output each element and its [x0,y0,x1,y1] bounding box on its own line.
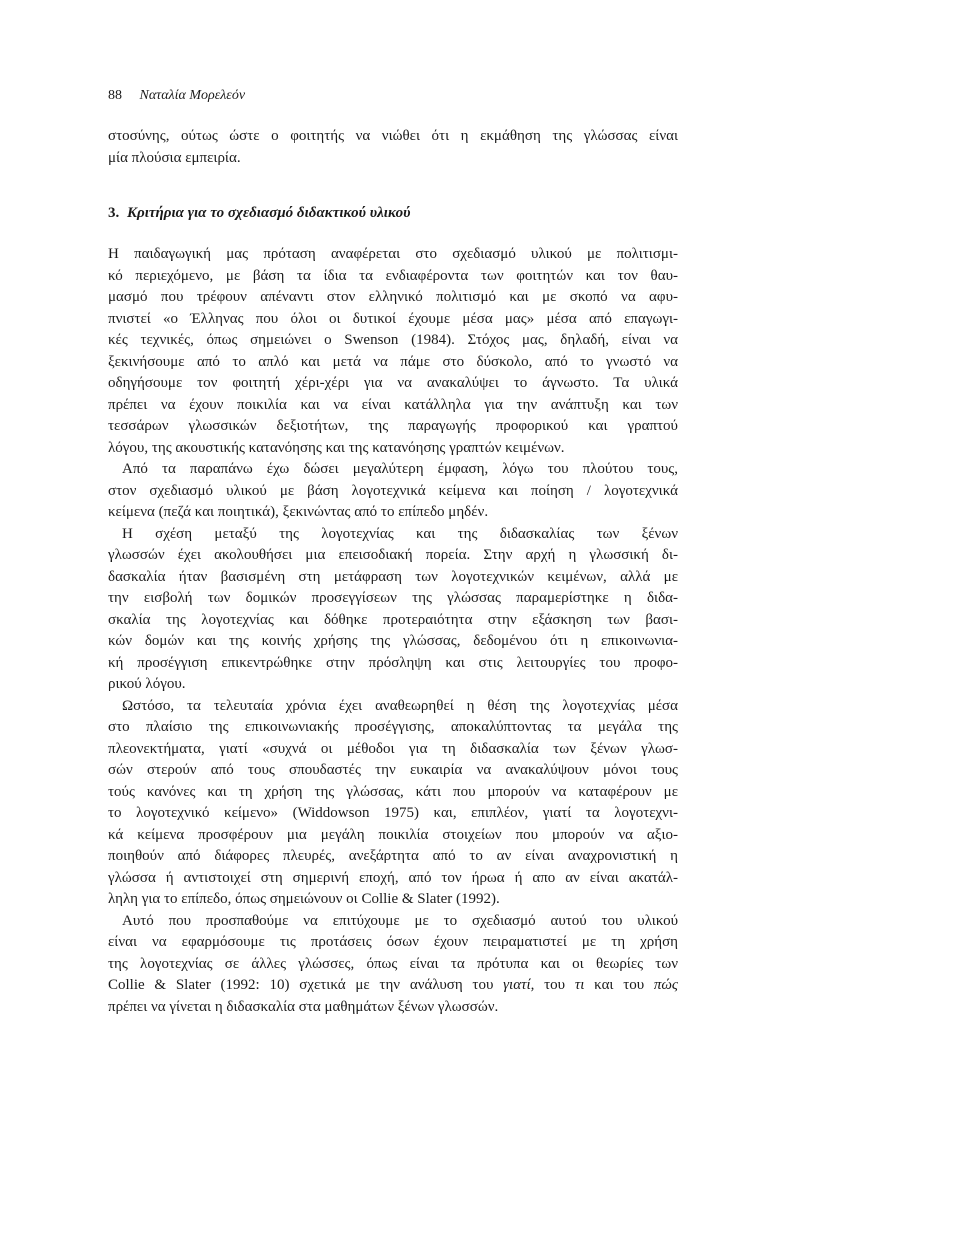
paragraph-5 [108,911,678,1019]
text-line: το λογοτεχνικό κείμενο» (Widdowson 1975) και, επιπλέον, γιατί τα λογοτεχνι- [108,805,678,821]
text-line: μία πλούσια εμπειρία. [108,149,241,166]
text-line: λόγου, της ακουστικής κατανόησης και της κατανόησης γραπτών κειμένων. [108,439,565,456]
text-line: πνιστεί «ο Έλληνας που όλοι οι δυτικοί έχουμε μέσα μας» μέσα από επαγωγι- [108,310,678,327]
text-line: κείμενα (πεζά και ποιητικά), ξεκινώντας από το επίπεδο μηδέν. [108,504,489,520]
text-segment: και του [584,977,654,993]
text-line: κά κείμενα προσφέρουν μια μεγάλη ποικιλία στοιχείων που μπορούν να αξιο- [108,826,678,843]
text-line: της λογοτεχνίας σε άλλες γλώσσες, όπως είναι τα πρότυπα και οι θεωρίες των [108,955,678,972]
text-line: ληλη για το επίπεδο, όπως σημειώνουν οι Collie & Slater (1992). [108,891,500,907]
text-line: Η παιδαγωγική μας πρόταση αναφέρεται στο σχεδιασμό υλικού με πολιτισμι- [108,246,678,262]
text-line: την εισβολή των δομικών προσεγγίσεων της γλώσσας παραμερίστηκε η διδα- [108,590,678,606]
text-line: κών δομών και της κοινής χρήσης της γλώσσας, δεδομένου ότι η επικοινωνια- [108,633,678,649]
text-line: Από τα παραπάνω έχω δώσει μεγαλύτερη έμφαση, λόγω του πλούτου τους, [122,461,678,477]
text-line: γλώσσα ή αντιστοιχεί στη σημερινή εποχή, από τον ήρωα ή απο αν είναι ακατάλ- [108,869,678,886]
text-line: σκαλία της λογοτεχνίας και δόθηκε προτεραιότητα στην εξάσκηση των βασι- [108,611,678,628]
paragraph-2 [108,459,678,524]
text-line: στον σχεδιασμό υλικού με βάση λογοτεχνικά κείμενα και ποίηση / λογοτεχνικά [108,482,678,499]
running-header [108,86,245,106]
text-line: πρέπει να έχουν ποικιλία και να είναι κατάλληλα για την ανάπτυξη και των [108,396,678,413]
paragraph-4 [108,696,678,911]
text-line: είναι να εφαρμόσουμε τις προτάσεις όσων έχουν πειραματιστεί με τη χρήση [108,934,678,950]
text-line: ρικού λόγου. [108,676,186,692]
text-line: τεσσάρων γλωσσικών δεξιοτήτων, της παραγωγής προφορικού και γραπτού [108,418,678,434]
paragraph-1 [108,244,678,459]
text-line: κές τεχνικές, όπως σημειώνει ο Swenson (1984). Στόχος μας, δηλαδή, είναι να [108,332,678,348]
text-segment: του [534,977,575,993]
body-text [108,126,678,1018]
text-line: Ωστόσο, τα τελευταία χρόνια έχει αναθεωρηθεί η θέση της λογοτεχνίας μέσα [122,697,678,714]
text-line: γλωσσών έχει ακολουθήσει μια επεισοδιακή πορεία. Στην αρχή η γλωσσική δι- [108,547,678,563]
section-number: 3. [108,205,120,221]
section-heading [108,202,678,224]
text-line: δασκαλία ήταν βασισμένη στη μετάφραση των λογοτεχνικών κειμένων, αλλά με [108,568,678,585]
text-line: πλεονεκτήματα, γιατί «συχνά οι μέθοδοι για τη διδασκαλία των ξένων γλωσ- [108,740,678,757]
text-line: πρέπει να γίνεται η διδασκαλία στα μαθημάτων ξένων γλωσσών. [108,998,499,1015]
text-line: μασμό που τρέφουν απέναντι στον ελληνικό πολιτισμό και με σκοπό να αφυ- [108,289,678,305]
text-line: οδηγήσουμε τον φοιτητή χέρι-χέρι για να ανακαλύψει το άγνωστο. Τα υλικά [108,375,678,391]
italic-term: πώς [653,977,678,993]
text-line: Αυτό που προσπαθούμε να επιτύχουμε με το σχεδιασμό αυτού του υλικού [122,912,678,929]
section-title: Κριτήρια για το σχεδιασμό διδακτικού υλικού [127,205,411,221]
text-line [108,975,678,997]
text-segment: Collie & Slater (1992: 10) σχετικά με την ανάλυση του [108,977,504,993]
page-number: 88 [108,88,122,103]
text-line: στοσύνης, ούτως ώστε ο φοιτητής να νιώθει ότι η εκμάθηση της γλώσσας είναι [108,128,678,144]
text-line: κό περιεχόμενο, με βάση τα ίδια τα ενδιαφέροντα των φοιτητών και τον θαυ- [108,267,678,284]
text-line: Η σχέση μεταξύ της λογοτεχνίας και της διδασκαλίας των ξένων [122,525,678,542]
paragraph-3 [108,524,678,696]
text-line: σών στερούν από τους σπουδαστές την ευκαιρία να ανακαλύψουν μόνοι τους [108,762,678,778]
italic-term: τι [574,977,585,993]
running-header-author: Ναταλία Μορελεόν [139,88,246,103]
italic-term: γιατί, [503,977,535,993]
text-line: στο πλαίσιο της επικοινωνιακής προσέγγισης, αποκαλύπτοντας τα μεγάλα της [108,719,678,735]
text-line: ξεκινήσουμε από το απλό και μετά να πάμε στο δύσκολο, από το γνωστό να [108,353,678,370]
text-line: ποιηθούν από διάφορες πλευρές, ανεξάρτητα από το αν είναι αναχρονιστική η [108,848,678,864]
text-line: τούς κανόνες και τη χρήση της γλώσσας, κάτι που μπορούν να καταφέρουν με [108,783,678,800]
text-line: κή προσέγγιση επικεντρώθηκε στην πρόσληψη και στις λειτουργίες του προφο- [108,654,678,671]
